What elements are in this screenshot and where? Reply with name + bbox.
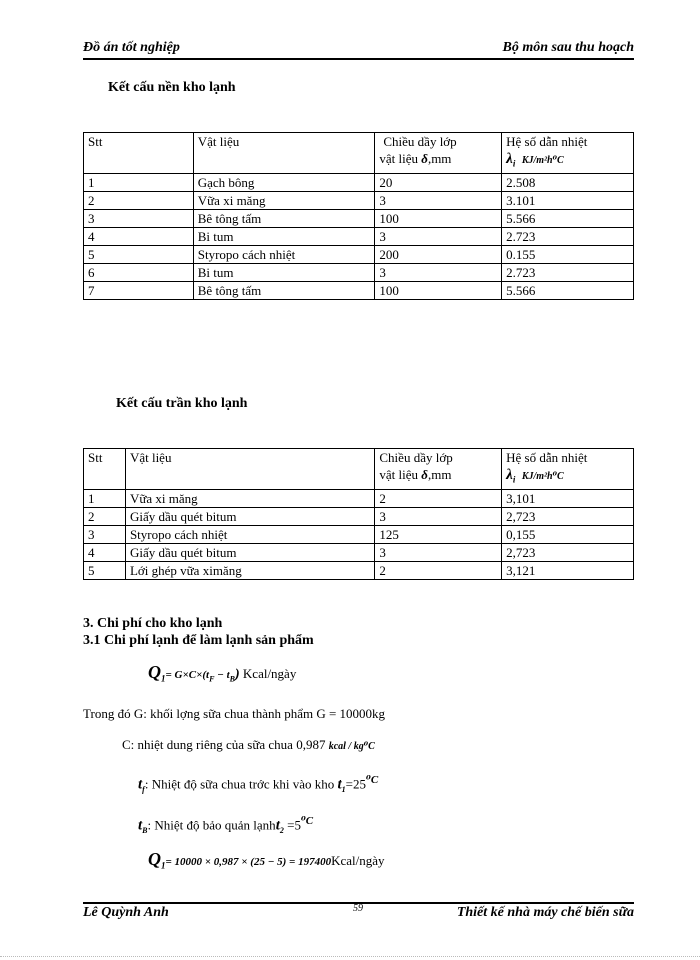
table2-head-cond-unit: KJ/m²h⁰C [521,471,564,482]
table2-head-conductivity [502,449,634,490]
cell-cond: 3,121 [502,562,634,580]
table-row [84,174,634,192]
cell-thick: 125 [375,526,502,544]
table1-head-thickness [375,133,502,174]
cell-stt: 3 [84,210,194,228]
cell-thick: 3 [375,544,502,562]
cell-thick: 2 [375,490,502,508]
cell-thick: 20 [375,174,502,192]
table2-head-thickness [375,449,502,490]
formula-tb-sub: B [229,674,235,684]
delta-symbol: δ [421,467,428,482]
table2 [83,448,634,580]
tb-val-symbol: t [275,817,280,834]
table1-head-thick2-line [379,150,497,167]
lambda-sub: i [512,158,516,169]
table1-head-thick2: vật liệu [379,151,419,166]
cell-stt: 6 [84,264,194,282]
cell-material: Giấy dầu quét bitum [125,544,374,562]
footer-right: Thiết kế nhà máy chế biến sữa [456,905,634,920]
where-c-line [122,737,375,753]
cell-material: Bi tum [193,228,375,246]
tf-val-symbol: t [337,776,342,793]
table2-header-row [84,449,634,490]
cell-stt: 2 [84,508,126,526]
where-g-line: Trong đó G: khối lợng sữa chua thành phẩm G = 10000kg [83,706,386,721]
cell-material: Giấy dầu quét bitum [125,508,374,526]
cell-cond: 2.723 [502,264,634,282]
formula-minus: − t [214,669,230,681]
cell-thick: 2 [375,562,502,580]
table-row [84,526,634,544]
table2-head-cond2-line [506,466,629,489]
cell-stt: 2 [84,192,194,210]
cell-thick: 200 [375,246,502,264]
cell-material: Bê tông tấm [193,210,375,228]
table1-head-stt: Stt [84,133,194,174]
cell-cond: 5.566 [502,282,634,300]
table-row [84,228,634,246]
table-row [84,246,634,264]
result-unit: Kcal/ngày [331,853,385,868]
formula-tf-sub: F [209,674,215,684]
cell-cond: 2,723 [502,544,634,562]
table2-head-stt: Stt [84,449,126,490]
cell-stt: 7 [84,282,194,300]
cell-material: Styropo cách nhiệt [125,526,374,544]
cell-material: Vữa xi măng [125,490,374,508]
tf-line [138,773,378,794]
table2-head-cond1: Hệ số dẫn nhiệt [506,450,588,465]
cell-material: Lới ghép vữa ximăng [125,562,374,580]
cell-stt: 1 [84,174,194,192]
table-row [84,282,634,300]
formula-q: Q [148,662,161,682]
table-row [84,508,634,526]
cell-cond: 2.508 [502,174,634,192]
cell-stt: 5 [84,562,126,580]
table1-head-material: Vật liệu [193,133,375,174]
where-c-unit: kcal / kg⁰C [328,741,375,752]
cell-cond: 0,155 [502,526,634,544]
tf-symbol: t [138,776,143,793]
cell-material: Bi tum [193,264,375,282]
cooling-formula [148,662,296,684]
table2-head-thick1: Chiều dầy lớp [379,450,453,465]
table2-head-thick-unit: ,mm [427,467,452,482]
table-row [84,544,634,562]
header-left: Đồ án tốt nghiệp [83,40,180,55]
tb-sub: B [142,825,148,835]
table1-header-row [84,133,634,174]
cell-thick: 100 [375,210,502,228]
result-formula [148,849,385,871]
table2-head-thick2: vật liệu [379,467,419,482]
cell-thick: 100 [375,282,502,300]
table1 [83,132,634,300]
table1-head-cond2-line [506,150,629,173]
cell-stt: 1 [84,490,126,508]
section-3-heading: 3. Chi phí cho kho lạnh [83,616,223,631]
cell-thick: 3 [375,228,502,246]
table1-head-cond-unit: KJ/m²h⁰C [521,155,564,166]
cell-material: Vữa xi măng [193,192,375,210]
table1-head-thick1: Chiều dầy lớp [383,134,457,149]
table-row [84,264,634,282]
cell-cond: 2.723 [502,228,634,246]
lambda-sub: i [512,474,516,485]
footer-left: Lê Quỳnh Anh [83,905,169,920]
formula-q-sub: 1 [161,673,166,684]
cell-material: Styropo cách nhiệt [193,246,375,264]
page-number: 59 [353,903,363,914]
formula-close: ) [234,667,240,682]
cell-thick: 3 [375,264,502,282]
tb-text: : Nhiệt độ bảo quản lạnh [147,817,276,833]
table-row [84,562,634,580]
lambda-symbol: λ [506,467,513,483]
delta-symbol: δ [421,151,428,166]
tb-line [138,814,313,835]
section-3-1-heading: 3.1 Chi phí lạnh để làm lạnh sản phẩm [83,633,314,648]
table2-head-material: Vật liệu [125,449,374,490]
table2-title: Kết cấu trần kho lạnh [116,396,248,411]
tb-val-sub: 2 [279,825,284,835]
table1-head-conductivity [502,133,634,174]
cell-thick: 3 [375,192,502,210]
cell-cond: 2,723 [502,508,634,526]
cell-stt: 4 [84,544,126,562]
cell-cond: 0.155 [502,246,634,264]
table-row [84,490,634,508]
tf-value-unit: ⁰C [366,774,379,786]
table2-head-thick2-line [379,466,497,483]
table-row [84,210,634,228]
cell-material: Bê tông tấm [193,282,375,300]
tb-value: =5 [283,817,301,833]
lambda-symbol: λ [506,151,513,167]
result-expression: = 10000 × 0,987 × (25 − 5) = 197400 [165,856,332,868]
table1-title: Kết cấu nền kho lạnh [108,80,236,95]
result-q-sub: 1 [161,860,166,871]
tf-val-sub: 1 [341,784,346,794]
cell-stt: 5 [84,246,194,264]
cell-cond: 5.566 [502,210,634,228]
result-q: Q [148,849,161,869]
table1-head-thick-unit: ,mm [427,151,452,166]
tf-value: =25 [345,776,366,792]
cell-cond: 3,101 [502,490,634,508]
where-c-text: C: nhiệt dung riêng của sữa chua 0,987 [122,737,326,752]
formula-unit: Kcal/ngày [242,666,297,681]
cell-cond: 3.101 [502,192,634,210]
header-right: Bộ môn sau thu hoạch [502,40,634,55]
tb-symbol: t [138,817,143,834]
cell-material: Gạch bông [193,174,375,192]
table-row [84,192,634,210]
header-rule [83,58,634,60]
cell-stt: 4 [84,228,194,246]
tb-value-unit: ⁰C [300,815,314,827]
cell-stt: 3 [84,526,126,544]
table1-head-cond1: Hệ số dẫn nhiệt [506,134,588,149]
formula-body: = G×C×(t [165,669,210,681]
page-bottom-dotted-rule [0,956,700,957]
tf-text: : Nhiệt độ sữa chua trớc khi vào kho [144,776,335,792]
tf-sub: f [142,784,145,794]
cell-thick: 3 [375,508,502,526]
